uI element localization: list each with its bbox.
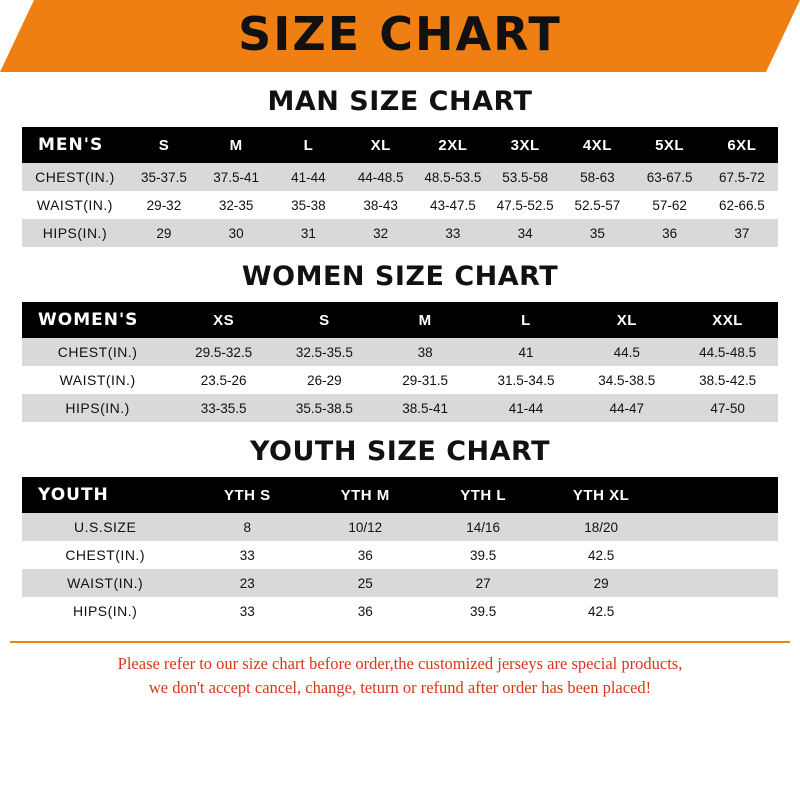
youth-size-table — [22, 477, 778, 625]
women-chest-4: 44.5 — [613, 344, 640, 360]
women-table-head — [22, 302, 778, 338]
youth-row-label-waist: WAIST(IN.) — [67, 575, 144, 591]
men-col-4: 2XL — [417, 127, 489, 163]
men-waist-1: 32-35 — [218, 197, 254, 213]
women-col-4: XL — [576, 302, 677, 338]
women-hips-0: 33-35.5 — [200, 400, 247, 416]
table-row — [22, 366, 778, 394]
women-waist-2: 29-31.5 — [402, 372, 449, 388]
men-chest-5: 53.5-58 — [502, 169, 549, 185]
men-table-head — [22, 127, 778, 163]
men-chest-7: 63-67.5 — [646, 169, 693, 185]
women-col-5: XXL — [677, 302, 778, 338]
men-hips-5: 34 — [517, 225, 533, 241]
youth-chest-0: 33 — [239, 547, 255, 563]
youth-chest-2: 39.5 — [470, 547, 497, 563]
women-hips-4: 44-47 — [609, 400, 645, 416]
men-waist-3: 38-43 — [363, 197, 398, 213]
women-col-1: S — [274, 302, 375, 338]
table-row — [22, 541, 778, 569]
youth-row-header: YOUTH — [22, 477, 188, 513]
youth-row-label-ussize: U.S.SIZE — [73, 519, 137, 535]
youth-hips-0: 33 — [239, 603, 255, 619]
women-row-label-chest: CHEST(IN.) — [57, 344, 138, 360]
youth-ussize-3: 18/20 — [584, 519, 618, 535]
men-col-2: L — [272, 127, 344, 163]
youth-chest-3: 42.5 — [587, 547, 615, 563]
women-chest-5: 44.5-48.5 — [699, 344, 757, 360]
women-chest-0: 29.5-32.5 — [195, 344, 253, 360]
women-waist-5: 38.5-42.5 — [699, 372, 757, 388]
banner — [0, 0, 800, 72]
men-col-0: S — [128, 127, 200, 163]
women-waist-4: 34.5-38.5 — [598, 372, 656, 388]
women-hips-1: 35.5-38.5 — [295, 400, 353, 416]
section-title-youth: YOUTH SIZE CHART — [249, 436, 551, 467]
youth-col-4 — [660, 477, 778, 513]
women-chest-1: 32.5-35.5 — [295, 344, 353, 360]
youth-hips-1: 36 — [357, 603, 373, 619]
youth-waist-4 — [660, 569, 778, 597]
men-hips-4: 33 — [445, 225, 461, 241]
men-hips-2: 31 — [300, 225, 316, 241]
youth-col-0: YTH S — [188, 477, 306, 513]
women-col-0: XS — [173, 302, 274, 338]
table-header-row — [22, 302, 778, 338]
section-title-men: MAN SIZE CHART — [267, 86, 533, 117]
content — [0, 86, 800, 625]
youth-ussize-1: 10/12 — [348, 519, 383, 535]
men-row-label-chest: CHEST(IN.) — [35, 169, 115, 185]
banner-wedge-left — [0, 0, 34, 72]
men-chest-0: 35-37.5 — [141, 169, 187, 185]
men-chest-8: 67.5-72 — [718, 169, 765, 185]
youth-row-label-chest: CHEST(IN.) — [65, 547, 145, 563]
men-chest-2: 41-44 — [291, 169, 326, 185]
men-col-5: 3XL — [489, 127, 561, 163]
table-row — [22, 338, 778, 366]
table-row — [22, 394, 778, 422]
men-size-table — [22, 127, 778, 247]
youth-table-body — [22, 513, 778, 625]
youth-waist-1: 25 — [357, 575, 373, 591]
women-hips-5: 47-50 — [710, 400, 745, 416]
men-row-label-hips: HIPS(IN.) — [42, 225, 108, 241]
men-hips-7: 36 — [662, 225, 678, 241]
table-row — [22, 597, 778, 625]
men-hips-6: 35 — [589, 225, 605, 241]
youth-chest-4 — [660, 541, 778, 569]
women-chest-3: 41 — [518, 344, 534, 360]
men-waist-8: 62-66.5 — [718, 197, 765, 213]
section-title-women: WOMEN SIZE CHART — [241, 261, 559, 292]
women-waist-0: 23.5-26 — [200, 372, 247, 388]
women-row-header: WOMEN'S — [22, 302, 173, 338]
youth-hips-4 — [660, 597, 778, 625]
women-row-label-hips: HIPS(IN.) — [65, 400, 130, 416]
men-waist-7: 57-62 — [652, 197, 687, 213]
table-row — [22, 163, 778, 191]
men-chest-6: 58-63 — [580, 169, 615, 185]
youth-chest-1: 36 — [357, 547, 373, 563]
women-size-table — [22, 302, 778, 422]
men-table-body — [22, 163, 778, 247]
men-chest-3: 44-48.5 — [357, 169, 404, 185]
men-waist-0: 29-32 — [146, 197, 182, 213]
youth-hips-3: 42.5 — [587, 603, 615, 619]
footnote-line-2: we don't accept cancel, change, teturn or refund after order has been placed! — [148, 678, 652, 698]
table-header-row — [22, 477, 778, 513]
youth-col-2: YTH L — [424, 477, 542, 513]
table-row — [22, 219, 778, 247]
youth-waist-3: 29 — [593, 575, 609, 591]
youth-col-3: YTH XL — [542, 477, 660, 513]
youth-hips-2: 39.5 — [470, 603, 497, 619]
men-col-6: 4XL — [561, 127, 633, 163]
women-col-2: M — [375, 302, 476, 338]
men-hips-0: 29 — [156, 225, 172, 241]
men-col-7: 5XL — [633, 127, 705, 163]
table-row — [22, 191, 778, 219]
men-col-1: M — [200, 127, 272, 163]
men-hips-1: 30 — [228, 225, 244, 241]
women-hips-2: 38.5-41 — [402, 400, 449, 416]
men-hips-3: 32 — [373, 225, 389, 241]
women-hips-3: 41-44 — [508, 400, 544, 416]
men-waist-4: 43-47.5 — [429, 197, 476, 213]
women-waist-1: 26-29 — [307, 372, 342, 388]
women-row-label-waist: WAIST(IN.) — [59, 372, 136, 388]
men-row-label-waist: WAIST(IN.) — [36, 197, 113, 213]
men-chest-4: 48.5-53.5 — [424, 169, 482, 185]
women-col-3: L — [476, 302, 577, 338]
youth-col-1: YTH M — [306, 477, 424, 513]
youth-ussize-4 — [660, 513, 778, 541]
table-header-row — [22, 127, 778, 163]
youth-row-label-hips: HIPS(IN.) — [72, 603, 138, 619]
footnote-line-1: Please refer to our size chart before order,the customized jerseys are special products, — [117, 654, 683, 673]
table-row — [22, 569, 778, 597]
men-waist-6: 52.5-57 — [574, 197, 621, 213]
women-chest-2: 38 — [417, 344, 433, 360]
men-hips-8: 37 — [734, 225, 750, 241]
men-row-header: MEN'S — [22, 127, 128, 163]
men-col-8: 6XL — [706, 127, 778, 163]
page-title: SIZE CHART — [238, 7, 562, 61]
men-chest-1: 37.5-41 — [213, 169, 260, 185]
women-waist-3: 31.5-34.5 — [497, 372, 555, 388]
youth-ussize-2: 14/16 — [466, 519, 501, 535]
table-row — [22, 513, 778, 541]
footnote — [10, 641, 790, 700]
men-waist-2: 35-38 — [291, 197, 326, 213]
youth-waist-0: 23 — [239, 575, 255, 591]
youth-ussize-0: 8 — [243, 519, 252, 535]
men-col-3: XL — [345, 127, 417, 163]
banner-wedge-right — [766, 0, 800, 72]
women-table-body — [22, 338, 778, 422]
youth-waist-2: 27 — [475, 575, 491, 591]
youth-table-head — [22, 477, 778, 513]
men-waist-5: 47.5-52.5 — [496, 197, 554, 213]
